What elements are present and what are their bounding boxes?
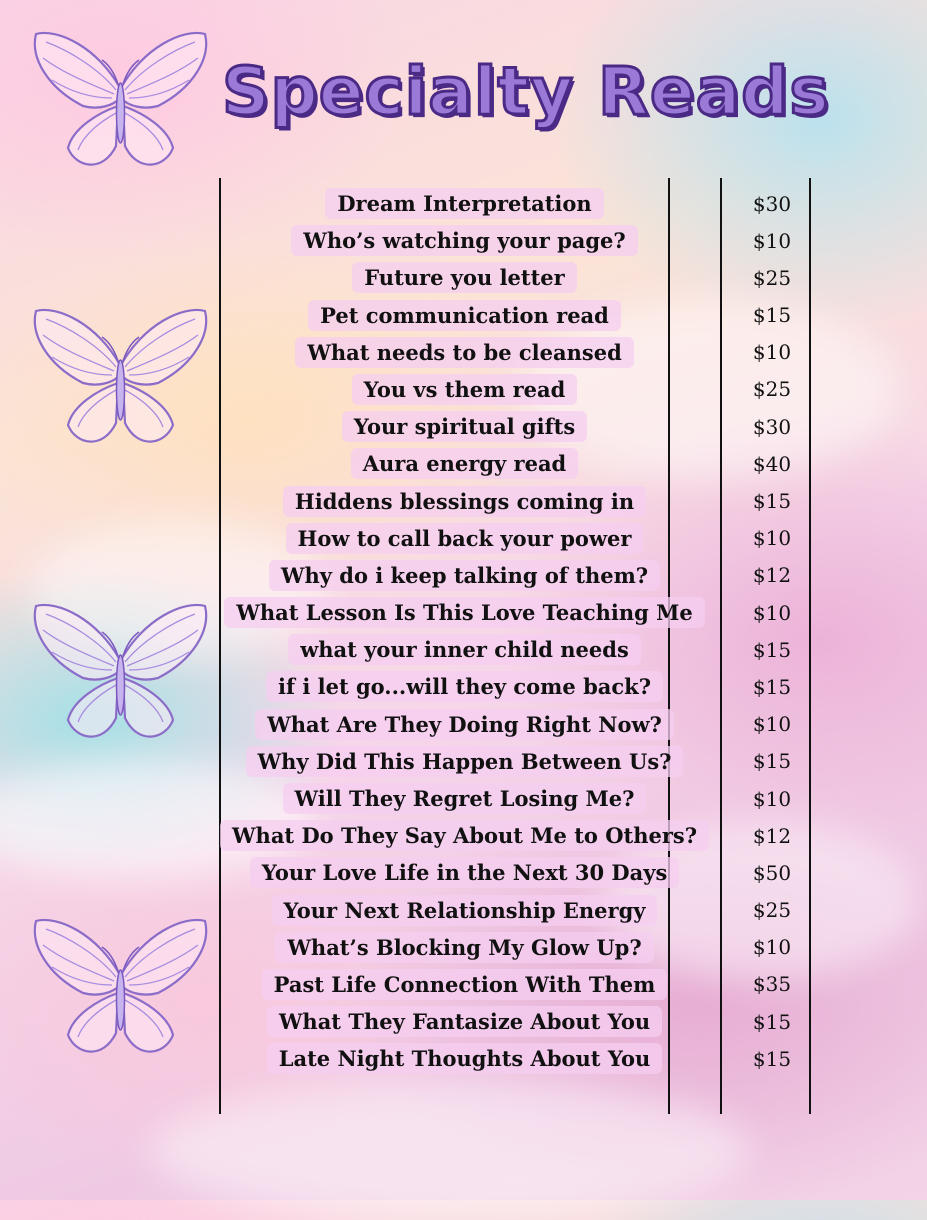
read-name: Why Did This Happen Between Us? [246,746,684,777]
read-price: $25 [752,377,792,402]
read-price: $10 [752,786,792,811]
butterfly-icon [28,305,213,455]
read-name: Hiddens blessings coming in [283,486,646,517]
menu-row [222,557,812,594]
read-name-cell [222,483,707,520]
menu-row [222,631,812,668]
read-name-cell [222,706,707,743]
read-name: Will They Regret Losing Me? [283,783,647,814]
cloud-decoration [150,1080,750,1220]
butterfly-icon [28,28,213,178]
read-name: Dream Interpretation [325,188,603,219]
read-name: What Do They Say About Me to Others? [220,820,709,851]
read-name-cell [222,445,707,482]
menu-row [222,185,812,222]
read-price: $10 [752,526,792,551]
menu-row [222,259,812,296]
read-price: $15 [752,489,792,513]
read-name-cell [222,594,707,631]
menu-row [222,706,812,743]
butterfly-icon [28,600,213,750]
read-name-cell [222,408,707,445]
read-price: $10 [752,340,792,365]
read-price: $15 [752,674,792,699]
menu-row [222,371,812,408]
read-price: $12 [752,563,792,588]
read-price: $10 [752,712,792,737]
menu-row [222,445,812,482]
menu-row [222,743,812,780]
read-price: $15 [752,303,792,328]
read-name: Your Next Relationship Energy [272,895,658,926]
read-name: Past Life Connection With Them [262,969,668,1000]
read-price: $50 [752,860,792,885]
menu-row [222,408,812,445]
read-name-cell [222,743,707,780]
read-price: $25 [752,265,792,290]
read-name: Aura energy read [351,448,579,479]
menu-row [222,892,812,929]
read-name-cell [222,966,707,1003]
menu-row [222,668,812,705]
read-name-cell [222,557,707,594]
read-name-cell [222,892,707,929]
read-name: You vs them read [352,374,578,405]
read-name-cell [222,1040,707,1077]
read-price: $25 [752,898,792,923]
read-price: $30 [752,414,792,439]
menu-row [222,1040,812,1077]
menu-row [222,483,812,520]
menu-row [222,297,812,334]
read-name-cell [222,780,707,817]
read-name: Your Love Life in the Next 30 Days [250,857,680,888]
read-price: $40 [752,451,792,476]
read-price: $15 [752,749,792,774]
column-divider [219,178,221,1114]
menu-row [222,817,812,854]
read-name-cell [222,854,707,891]
read-name: Future you letter [352,262,576,293]
read-price: $30 [752,191,792,216]
read-price: $15 [752,1046,792,1071]
read-name-cell [222,334,707,371]
read-price: $10 [752,600,792,625]
read-name: What Are They Doing Right Now? [255,709,674,740]
read-price: $15 [752,1009,792,1034]
read-name-cell [222,520,707,557]
read-name-cell [222,371,707,408]
read-name-cell [222,817,707,854]
read-name-cell [222,631,707,668]
read-price: $15 [752,637,792,662]
read-price: $12 [752,823,792,848]
read-name-cell [222,297,707,334]
read-name-cell [222,929,707,966]
read-name-cell [222,668,707,705]
reads-menu [222,185,812,1078]
read-price: $35 [752,972,792,997]
read-price: $10 [752,228,792,253]
menu-row [222,1003,812,1040]
read-name: if i let go...will they come back? [266,671,663,702]
read-name: Late Night Thoughts About You [267,1043,663,1074]
read-name: What needs to be cleansed [295,337,634,368]
read-name: How to call back your power [286,523,644,554]
read-name-cell [222,1003,707,1040]
menu-row [222,854,812,891]
read-price: $10 [752,935,792,960]
menu-row [222,520,812,557]
butterfly-icon [28,915,213,1065]
read-name-cell [222,259,707,296]
read-name: Your spiritual gifts [342,411,587,442]
read-name: What Lesson Is This Love Teaching Me [224,597,705,628]
read-name-cell [222,185,707,222]
menu-row [222,780,812,817]
read-name: Who’s watching your page? [291,225,637,256]
menu-row [222,929,812,966]
read-name-cell [222,222,707,259]
read-name: Why do i keep talking of them? [269,560,660,591]
menu-row [222,334,812,371]
menu-row [222,966,812,1003]
menu-row [222,594,812,631]
page-title: Specialty Reads [222,53,830,130]
menu-row [222,222,812,259]
read-name: What They Fantasize About You [267,1006,662,1037]
read-name: what your inner child needs [288,634,641,665]
read-name: Pet communication read [308,300,621,331]
read-name: What’s Blocking My Glow Up? [275,932,653,963]
